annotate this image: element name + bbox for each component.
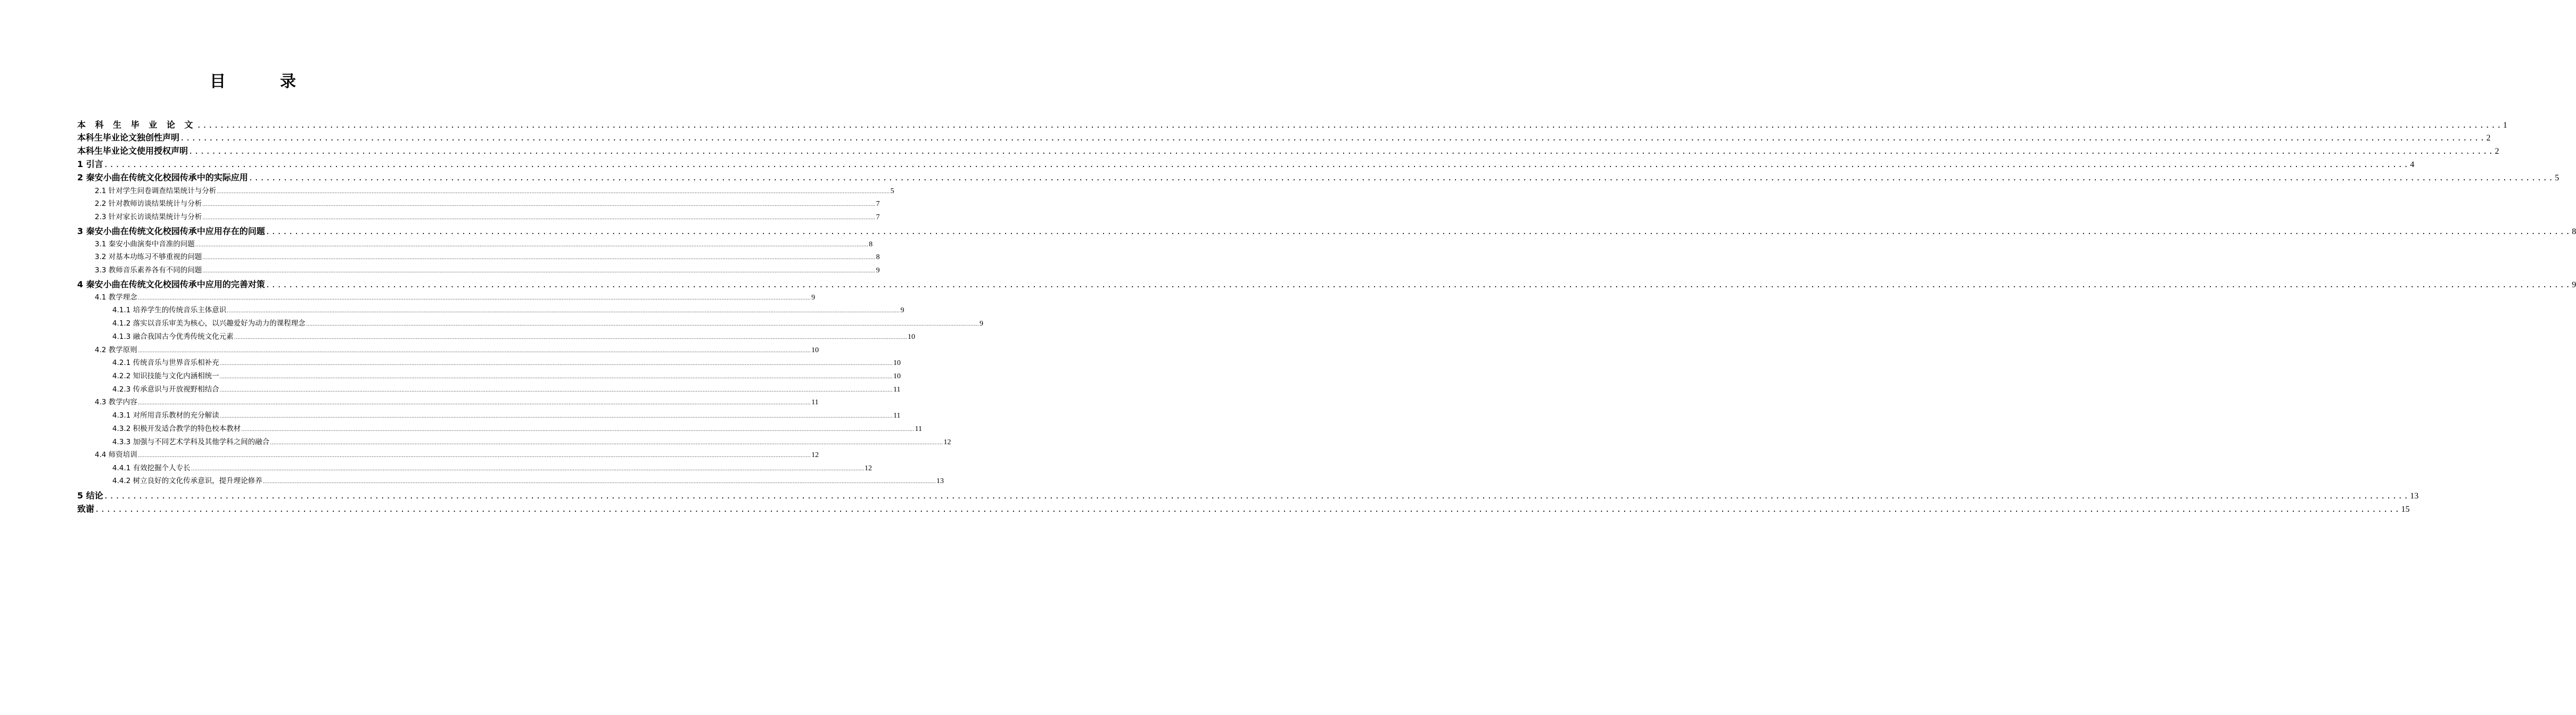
toc-entry[interactable] xyxy=(95,448,819,461)
toc-entry-label: 本 科 生 毕 业 论 文 xyxy=(77,120,196,130)
toc-entry-page-number: 7 xyxy=(876,213,880,221)
toc-entry-label: 2.1 针对学生问卷调查结果统计与分析 xyxy=(95,187,217,195)
toc-entry-label: 4.1.3 融合我国古今优秀传统文化元素 xyxy=(112,332,234,341)
toc-leader-dots: ................................................................................................................................................................................................................................................................................................................................................................................................................ xyxy=(262,479,936,485)
toc-leader-dots: ................................................................................................................................................................................................................................................................................................................................................................................................................ xyxy=(195,243,869,248)
toc-entry-page-number: 2 xyxy=(2486,134,2491,143)
toc-entry-label: 本科生毕业论文使用授权声明 xyxy=(77,146,188,156)
toc-leader-dots: ................................................................................................................................................................................................................................................................................................................................................................................................................ xyxy=(241,427,915,433)
toc-leader-dots: ................................................................................................................................................................................................................................................................................................................................................................................................................ xyxy=(227,309,900,314)
toc-entry[interactable] xyxy=(95,251,880,263)
toc-leader-dots: ................................................................................................................................................................................................................................................................................................................................................................................................................ xyxy=(137,453,811,459)
toc-leader-dots: ................................................................................................................................................................................................................................................................................................................................................................................................................ xyxy=(191,467,864,472)
toc-entry-page-number: 11 xyxy=(893,412,901,420)
toc-leader-dots: ................................................................................................................................................................................................................................................................................................................................................................................................................ xyxy=(265,228,2572,236)
toc-leader-dots: ................................................................................................................................................................................................................................................................................................................................................................................................................ xyxy=(248,174,2555,182)
toc-entry-label: 3.2 对基本功练习不够重视的问题 xyxy=(95,253,202,261)
toc-leader-dots: ................................................................................................................................................................................................................................................................................................................................................................................................................ xyxy=(95,505,2401,514)
toc-leader-dots: ................................................................................................................................................................................................................................................................................................................................................................................................................ xyxy=(137,348,811,354)
toc-entry-page-number: 9 xyxy=(979,320,983,328)
toc-entry-page-number: 10 xyxy=(811,346,819,354)
toc-leader-dots: ................................................................................................................................................................................................................................................................................................................................................................................................................ xyxy=(202,269,876,274)
toc-leader-dots: ................................................................................................................................................................................................................................................................................................................................................................................................................ xyxy=(234,335,907,340)
toc-entry[interactable] xyxy=(95,185,894,197)
toc-entry-label: 4.3.3 加强与不同艺术学科及其他学科之间的融合 xyxy=(112,438,270,446)
toc-entry-label: 2.2 针对教师访谈结果统计与分析 xyxy=(95,199,202,208)
toc-leader-dots: ................................................................................................................................................................................................................................................................................................................................................................................................................ xyxy=(180,134,2486,143)
toc-entry-page-number: 13 xyxy=(2410,492,2419,501)
toc-entry[interactable] xyxy=(112,330,915,343)
toc-entry[interactable] xyxy=(112,475,944,487)
toc-entry-page-number: 10 xyxy=(908,333,915,341)
toc-leader-dots: ................................................................................................................................................................................................................................................................................................................................................................................................................ xyxy=(217,189,890,195)
toc-entry-label: 4.4.1 有效挖掘个人专长 xyxy=(112,464,191,472)
toc-entry-label: 4.2.1 传统音乐与世界音乐相补充 xyxy=(112,359,219,367)
toc-entry-page-number: 10 xyxy=(893,359,901,367)
toc-entry-label: 4.4 师资培训 xyxy=(95,451,137,459)
toc-leader-dots: ................................................................................................................................................................................................................................................................................................................................................................................................................ xyxy=(137,296,811,301)
toc-entry-label: 4 秦安小曲在传统文化校园传承中应用的完善对策 xyxy=(77,279,265,289)
toc-entry-page-number: 9 xyxy=(900,306,904,314)
toc-entry[interactable] xyxy=(95,291,816,304)
toc-entry-label: 4.3.2 积极开发适合教学的特色校本教材 xyxy=(112,425,241,433)
toc-entry-page-number: 9 xyxy=(876,267,880,275)
toc-entry-page-number: 8 xyxy=(876,253,880,261)
toc-entry-label: 2.3 针对家长访谈结果统计与分析 xyxy=(95,213,202,221)
toc-entry[interactable] xyxy=(77,225,2576,237)
toc-entry[interactable] xyxy=(95,264,880,277)
toc-entry-page-number: 12 xyxy=(811,451,819,459)
toc-entry[interactable] xyxy=(112,356,901,369)
toc-entry[interactable] xyxy=(77,278,2576,290)
toc-entry-page-number: 5 xyxy=(890,187,894,195)
toc-entry-page-number: 12 xyxy=(865,464,872,472)
toc-entry-label: 4.3 教学内容 xyxy=(95,398,137,406)
toc-entry[interactable] xyxy=(77,502,2410,515)
toc-entry[interactable] xyxy=(95,197,880,210)
toc-entry-page-number: 10 xyxy=(893,372,901,380)
toc-entry-label: 4.2.2 知识技能与文化内涵相统一 xyxy=(112,372,219,380)
toc-entry[interactable] xyxy=(95,344,819,356)
toc-leader-dots: ................................................................................................................................................................................................................................................................................................................................................................................................................ xyxy=(196,121,2503,130)
toc-leader-dots: ................................................................................................................................................................................................................................................................................................................................................................................................................ xyxy=(219,375,893,380)
toc-entry[interactable] xyxy=(77,171,2559,184)
toc-leader-dots: ................................................................................................................................................................................................................................................................................................................................................................................................................ xyxy=(202,215,876,221)
toc-entry-page-number: 8 xyxy=(869,240,873,248)
toc-title: 目 录 xyxy=(210,72,315,91)
toc-entry-label: 5 结论 xyxy=(77,490,103,501)
toc-entry-label: 4.4.2 树立良好的文化传承意识，提升理论修养 xyxy=(112,477,262,485)
toc-entry[interactable] xyxy=(112,304,904,317)
toc-entry[interactable] xyxy=(77,157,2415,170)
toc-entry[interactable] xyxy=(77,489,2419,502)
toc-entry-page-number: 7 xyxy=(876,200,880,208)
toc-entry[interactable] xyxy=(112,462,872,475)
toc-entry[interactable] xyxy=(112,383,901,396)
toc-entry-label: 1 引言 xyxy=(77,159,103,169)
toc-entry-page-number: 15 xyxy=(2401,505,2410,514)
toc-entry-page-number: 9 xyxy=(811,294,816,302)
toc-entry-page-number: 11 xyxy=(915,425,922,433)
toc-entry-label: 4.2 教学原则 xyxy=(95,346,137,354)
toc-entry-label: 致谢 xyxy=(77,504,95,514)
toc-entry[interactable] xyxy=(95,238,873,251)
toc-entry-page-number: 5 xyxy=(2555,173,2559,182)
toc-entry-label: 4.3.1 对所用音乐教材的充分解读 xyxy=(112,411,219,420)
toc-entry[interactable] xyxy=(112,436,951,448)
toc-leader-dots: ................................................................................................................................................................................................................................................................................................................................................................................................................ xyxy=(270,440,943,446)
toc-entry[interactable] xyxy=(95,396,819,409)
toc-leader-dots: ................................................................................................................................................................................................................................................................................................................................................................................................................ xyxy=(137,401,811,406)
toc-entry-label: 4.2.3 传承意识与开放视野相结合 xyxy=(112,385,219,394)
toc-leader-dots: ................................................................................................................................................................................................................................................................................................................................................................................................................ xyxy=(202,255,876,261)
toc-entry[interactable] xyxy=(77,144,2499,157)
toc-entry-page-number: 13 xyxy=(936,477,944,485)
toc-entry-page-number: 9 xyxy=(2572,280,2576,289)
toc-entry-page-number: 1 xyxy=(2503,121,2507,130)
toc-leader-dots: ................................................................................................................................................................................................................................................................................................................................................................................................................ xyxy=(219,414,893,419)
toc-entry[interactable] xyxy=(112,370,901,383)
toc-leader-dots: ................................................................................................................................................................................................................................................................................................................................................................................................................ xyxy=(219,388,893,393)
toc-entry-label: 2 秦安小曲在传统文化校园传承中的实际应用 xyxy=(77,172,248,182)
toc-entry-label: 3 秦安小曲在传统文化校园传承中应用存在的问题 xyxy=(77,226,265,236)
toc-entry-label: 本科生毕业论文独创性声明 xyxy=(77,132,180,143)
toc-entry[interactable] xyxy=(77,131,2491,144)
toc-entry[interactable] xyxy=(77,118,2507,131)
toc-leader-dots: ................................................................................................................................................................................................................................................................................................................................................................................................................ xyxy=(188,147,2495,156)
toc-entry[interactable] xyxy=(112,422,922,435)
toc-entry[interactable] xyxy=(95,211,880,223)
toc-entry[interactable] xyxy=(112,317,983,330)
toc-entry-page-number: 2 xyxy=(2495,147,2499,156)
toc-entry-label: 3.1 秦安小曲演奏中音准的问题 xyxy=(95,240,195,248)
toc-entry-label: 4.1 教学理念 xyxy=(95,293,137,302)
toc-leader-dots: ................................................................................................................................................................................................................................................................................................................................................................................................................ xyxy=(103,161,2410,169)
toc-leader-dots: ................................................................................................................................................................................................................................................................................................................................................................................................................ xyxy=(103,492,2410,501)
toc-entry[interactable] xyxy=(112,409,901,422)
toc-entry-page-number: 8 xyxy=(2572,227,2576,236)
toc-entry-label: 4.1.2 落实以音乐审美为核心，以兴趣爱好为动力的课程理念 xyxy=(112,319,306,328)
toc-entry-page-number: 11 xyxy=(893,386,901,394)
toc-entry-page-number: 11 xyxy=(811,398,819,406)
toc-leader-dots: ................................................................................................................................................................................................................................................................................................................................................................................................................ xyxy=(306,322,979,327)
toc-leader-dots: ................................................................................................................................................................................................................................................................................................................................................................................................................ xyxy=(219,361,893,367)
toc-entry-label: 4.1.1 培养学生的传统音乐主体意识 xyxy=(112,306,227,314)
toc-entry-page-number: 4 xyxy=(2410,160,2415,169)
toc-entry-label: 3.3 教师音乐素养各有不同的问题 xyxy=(95,266,202,275)
toc-leader-dots: ................................................................................................................................................................................................................................................................................................................................................................................................................ xyxy=(202,202,876,207)
toc-entry-page-number: 12 xyxy=(943,438,951,446)
toc-leader-dots: ................................................................................................................................................................................................................................................................................................................................................................................................................ xyxy=(265,281,2572,289)
